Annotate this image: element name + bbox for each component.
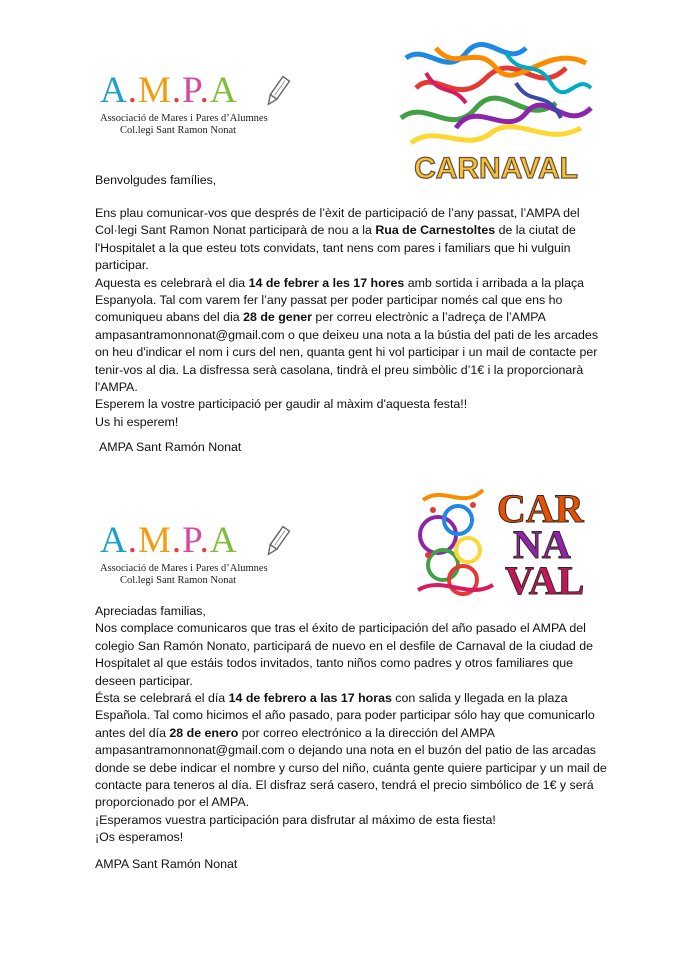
logo-line-1: Associació de Mares i Pares d’Alumnes [100, 113, 268, 124]
spanish-greeting: Apreciadas familias, [95, 604, 206, 618]
ampa-logo-subtitle [100, 563, 300, 587]
carnaval-word-na: NA [513, 522, 571, 567]
catalan-paragraph-2: Aquesta es celebrarà el dia 14 de febrer a les 17 hores amb sortida i arribada a la plaça Espanyola. Tal com varem fer l’any passat per poder participar només cal que ens ho comuniqueu abans del dia 28 de gener per correu electrònic a l’adreça de l’AMPA ampasantramonnonat@gmail.com o que deixeu una nota a la bústia del pati de les arcades on heu d'indicar el nom i curs del nen, quanta gent hi vol participar i un mail de contacte per tenir-vos al dia. La disfressa serà casolana, tindrà el preu simbòlic d’1€ i la proporcionarà l'AMPA. [95, 275, 599, 395]
logo-letter-m: M [137, 70, 172, 111]
logo-dot: . [127, 70, 138, 111]
logo-letter-p: P [182, 520, 200, 561]
spanish-paragraph-1: Nos complace comunicaros que tras el éxito de participación del año pasado el AMPA del colegio San Ramón Nonato, participará de nuevo en el desfile de Carnaval de la ciudad de Hospitalet al que estáis todos invitados, tanto niños como padres y otros familiares que deseen participar. [95, 621, 594, 688]
spanish-signature: AMPA Sant Ramón Nonat [95, 857, 238, 871]
logo-letter-a: A [100, 520, 128, 561]
spanish-paragraph-4: ¡Os esperamos! [95, 830, 184, 845]
logo-letter-a: A [100, 70, 128, 111]
logo-dot: . [199, 520, 210, 561]
logo-letter-a: A [209, 520, 238, 561]
spanish-body [95, 603, 615, 847]
logo-letter-m: M [137, 520, 172, 561]
logo-dot: . [127, 520, 138, 561]
logo-line-1: Associació de Mares i Pares d’Alumnes [100, 563, 268, 574]
catalan-body [95, 205, 615, 431]
logo-line-2: Col.legi Sant Ramon Nonat [120, 575, 237, 586]
logo-letter-a: A [209, 70, 238, 111]
carnaval-word-val: VAL [505, 558, 585, 603]
spanish-paragraph-2: Ésta se celebrará el día 14 de febrero a las 17 horas con salida y llegada en la plaza Española. Tal como hicimos el año pasado, para poder participar sólo hay que comunicarlo antes del día 28 de enero por correo electrónico a la dirección del AMPA ampasantramonnonat@gmail.com o dejando una nota en el buzón del patio de las arcadas donde se debe indicar el nombre y curso del niño, cuánta gente quiere participar y un mail de contacte para teneros al día. El disfraz será casero, tendrá el precio simbólico de 1€ y será proporcionado por el AMPA. [95, 691, 607, 810]
catalan-greeting [95, 172, 615, 189]
catalan-paragraph-1: Ens plau comunicar-vos que després de l’èxit de participació de l’any passat, l’AMPA del Col·legi Sant Ramon Nonat participarà de nou a la Rua de Carnestoltes de la ciutat de l'Hospitalet a la que esteu tots convidats, tant nens com pares i familiars que hi vulguin participar. [95, 206, 580, 273]
pencil-icon [262, 74, 292, 110]
carnaval-word: CARNAVAL [414, 152, 578, 185]
carnaval-masks-image [413, 480, 598, 606]
greeting-text: Benvolgudes famílies, [95, 173, 217, 187]
spanish-paragraph-3: ¡Esperamos vuestra participación para disfrutar al máximo de esta fiesta! [95, 812, 496, 827]
logo-dot: . [199, 70, 210, 111]
pencil-icon [262, 524, 292, 560]
logo-dot: . [171, 520, 183, 561]
ampa-logo-subtitle [100, 113, 300, 137]
catalan-signature: AMPA Sant Ramón Nonat [99, 440, 242, 454]
carnaval-streamers-image [396, 38, 596, 190]
catalan-paragraph-4: Us hi esperem! [95, 414, 179, 429]
logo-line-2: Col.legi Sant Ramon Nonat [120, 125, 237, 136]
logo-letter-p: P [182, 70, 200, 111]
catalan-paragraph-3: Esperem la vostre participació per gaudir al màxim d'aquesta festa!! [95, 397, 468, 412]
logo-dot: . [171, 70, 183, 111]
carnaval-word-car: CAR [497, 486, 584, 531]
